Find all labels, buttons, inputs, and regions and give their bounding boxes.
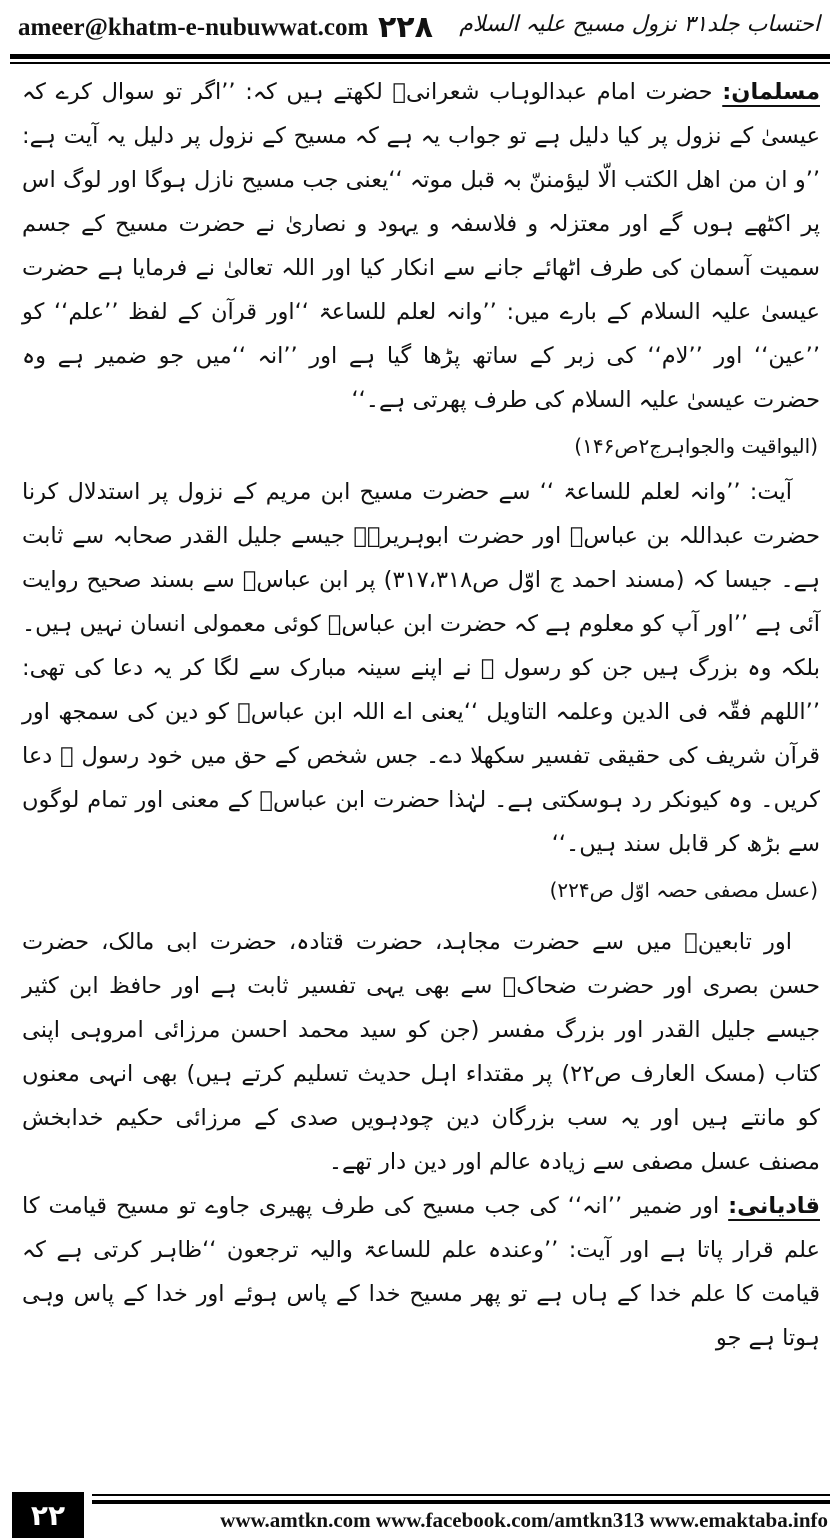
footer-rule-thick [92, 1500, 830, 1504]
footer-page-badge: ۲۲ [12, 1492, 84, 1538]
reference-citation: (الیواقیت والجواہرج۲ص۱۴۶) [574, 434, 818, 458]
paragraph-muslim-1 [22, 70, 820, 422]
footer-rule-thin [92, 1494, 830, 1496]
page-header [0, 0, 840, 62]
header-title: احتساب جلد۳۱ نزول مسیح علیہ السلام [459, 12, 820, 37]
header-page-number: ۲۲۸ [378, 10, 433, 45]
paragraph-tabiin: اور تابعینؒ میں سے حضرت مجاہد، حضرت قتادہ، حضرت ابی مالک، حضرت حسن بصری اور حضرت ضحاکؒ سے بھی یہی تفسیر ثابت ہے اور حافظ ابن کثیر جیسے جلیل القدر اور بزرگ مفسر (جن کو سید محمد احسن مرزائی امروہی اپنی کتاب (مسک العارف ص۲۲) پر مقتداء اہل حدیث تسلیم کرتے ہیں) بھی انہی معنوں کو مانتے ہیں اور یہ سب بزرگان دین چودہویں صدی کے مرزائی حکیم خدابخش مصنف عسل مصفی سے زیادہ عالم اور دین دار تھے۔ [22, 929, 820, 1175]
speaker-label: قادیانی: [728, 1193, 820, 1219]
speaker-label: مسلمان: [722, 79, 820, 105]
header-rule-thick [10, 54, 830, 59]
page-body [22, 70, 820, 1360]
paragraph-ayah-argument: آیت: ’’وانہ لعلم للساعۃ ‘‘ سے حضرت مسیح ابن مریم کے نزول پر استدلال کرنا حضرت عبداللہ بن عباسؓ اور حضرت ابوہریرہؓ جیسے جلیل القدر صحابہ سے ثابت ہے۔ جیسا کہ (مسند احمد ج اوّل ص۳۱۷،۳۱۸) پر ابن عباسؓ سے بسند صحیح روایت آئی ہے ’’اور آپ کو معلوم ہے کہ حضرت ابن عباسؓ کوئی معمولی انسان نہیں ہیں۔ بلکہ وہ بزرگ ہیں جن کو رسول ﷺ نے اپنے سینہ مبارک سے لگا کر یہ دعا کی تھی: ’’اللھم فقّہ فی الدین وعلمہ التاویل ‘‘یعنی اے اللہ ابن عباسؓ کو دین کی سمجھ اور قرآن شریف کی حقیقی تفسیر سکھلا دے۔ جس شخص کے حق میں خود رسول ﷺ دعا کریں۔ وہ کیونکر رد ہوسکتی ہے۔ لہٰذا حضرت ابن عباسؓ کے معنی اور تمام لوگوں سے بڑھ کر قابل سند ہیں۔‘‘ [22, 479, 821, 857]
reference-citation: (عسل مصفی حصہ اوّل ص۲۲۴) [549, 878, 818, 902]
page-footer [0, 1492, 840, 1540]
paragraph-qadiani [22, 1184, 820, 1360]
footer-links[interactable]: www.amtkn.com www.facebook.com/amtkn313 www.emaktaba.info [220, 1508, 828, 1532]
header-rule-thin [10, 62, 830, 64]
header-email: ameer@khatm-e-nubuwwat.com [18, 14, 369, 41]
paragraph-text: اور ضمیر ’’انہ‘‘ کی جب مسیح کی طرف پھیری جاوے تو مسیح قیامت کا علم قرار پاتا ہے اور آیت: ’’وعندہ علم للساعۃ والیہ ترجعون ‘‘ظاہر کرتی ہے کہ قیامت کا علم خدا کے ہاں ہے تو پھر مسیح خدا کے پاس ہوئے اور خدا کے پاس وہی ہوتا ہے جو [22, 1193, 820, 1351]
paragraph-text: حضرت امام عبدالوہاب شعرانیؒ لکھتے ہیں کہ: ’’اگر تو سوال کرے کہ عیسیٰ کے نزول پر کیا دلیل ہے تو جواب یہ ہے کہ مسیح کے نزول پر دلیل یہ آیت ہے: ’’و ان من اھل الکتب الّا لیؤمننّ بہ قبل موتہ ‘‘یعنی جب مسیح نازل ہوگا اور لوگ اس پر اکٹھے ہوں گے اور معتزلہ و فلاسفہ و یہود و نصاریٰ نے حضرت مسیح کے جسم سمیت آسمان کی طرف اٹھائے جانے سے انکار کیا اور اللہ تعالیٰ نے فرمایا ہے حضرت عیسیٰ علیہ السلام کے بارے میں: ’’وانہ لعلم للساعۃ ‘‘اور قرآن کے لفظ ’’علم‘‘ کو ’’عین‘‘ اور ’’لام‘‘ کی زبر کے ساتھ پڑھا گیا ہے اور ’’انہ ‘‘میں جو ضمیر ہے وہ حضرت عیسیٰ علیہ السلام کی طرف پھرتی ہے۔‘‘ [22, 79, 820, 413]
